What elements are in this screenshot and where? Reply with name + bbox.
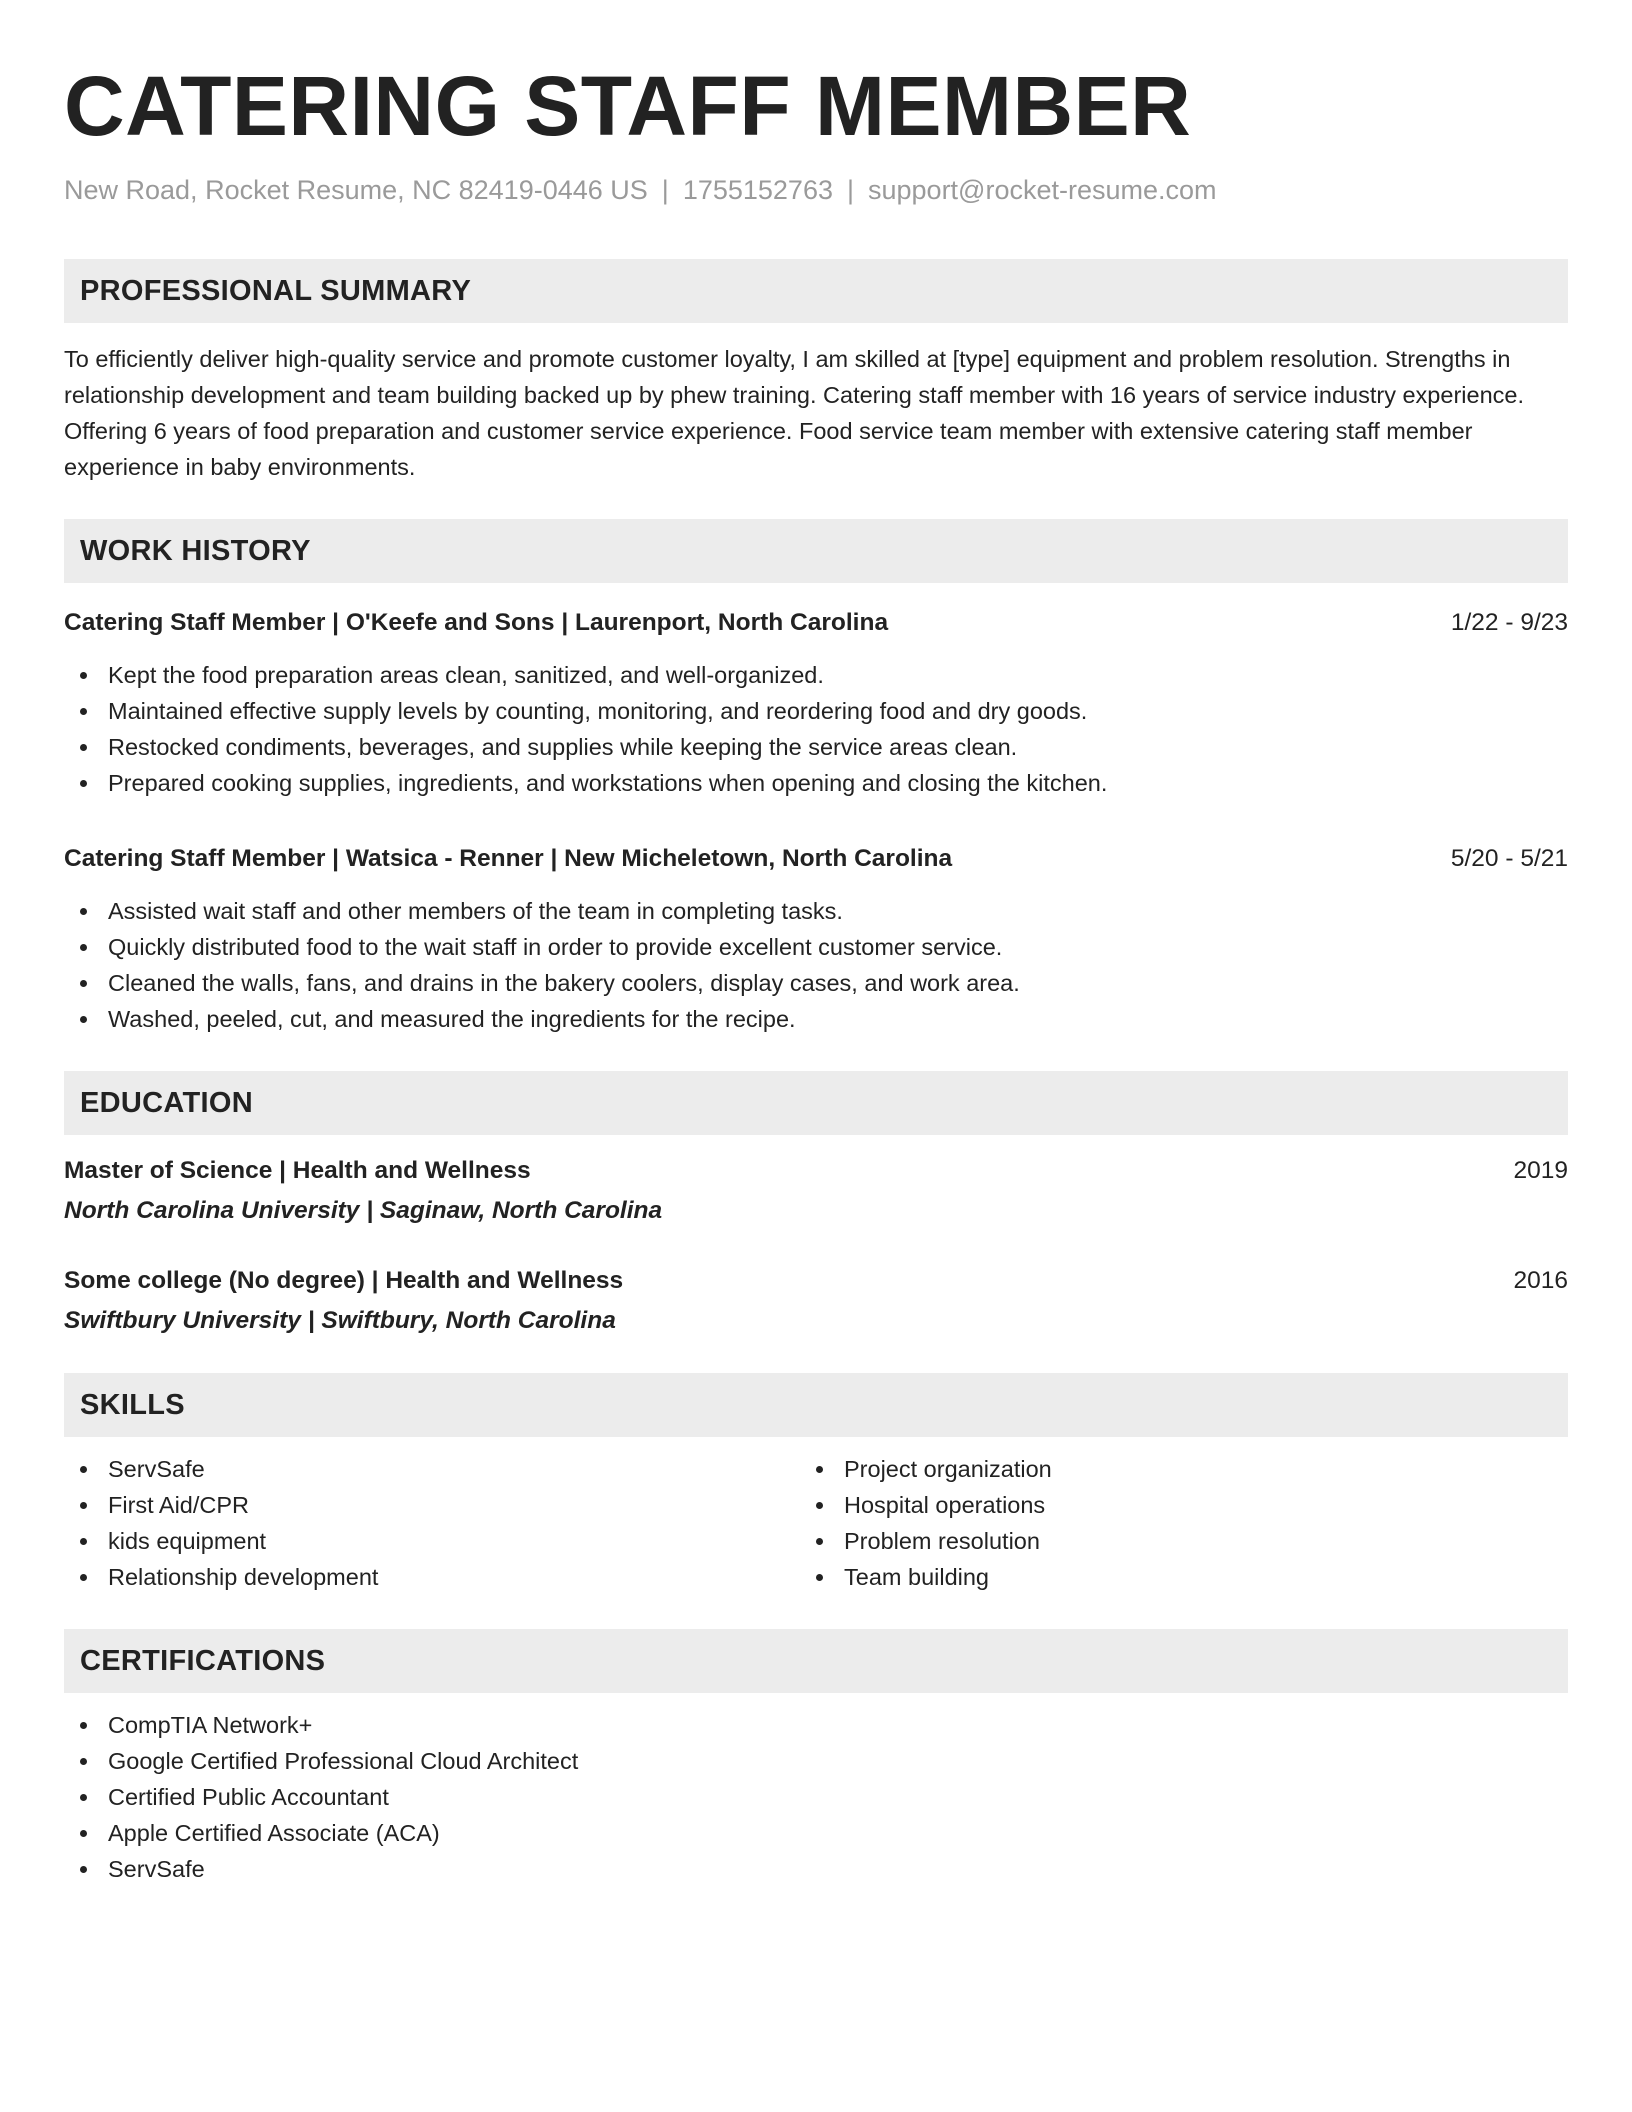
list-item: Quickly distributed food to the wait staff in order to provide excellent customer service.: [64, 929, 1568, 965]
contact-address: New Road, Rocket Resume, NC 82419-0446 US: [64, 175, 648, 205]
education-school: Swiftbury University | Swiftbury, North Carolina: [64, 1307, 616, 1334]
education-year: 2016: [1513, 1267, 1568, 1294]
contact-line: [64, 172, 1568, 208]
bullet-icon: [80, 980, 87, 987]
resume-name: CATERING STAFF MEMBER: [64, 59, 1192, 153]
section-header-work-history: WORK HISTORY: [64, 519, 1568, 583]
job-title: Catering Staff Member | Watsica - Renner | New Micheletown, North Carolina: [64, 845, 953, 872]
section-header-education: EDUCATION: [64, 1071, 1568, 1135]
contact-phone: 1755152763: [682, 175, 833, 205]
bullet-icon: [80, 1502, 87, 1509]
bullet-icon: [816, 1574, 823, 1581]
bullet-icon: [80, 672, 87, 679]
job-bullets: [64, 657, 1568, 801]
certifications-list: [64, 1707, 1568, 1887]
bullet-icon: [80, 944, 87, 951]
contact-email: support@rocket-resume.com: [868, 175, 1217, 205]
list-item: Assisted wait staff and other members of the team in completing tasks.: [64, 893, 1568, 929]
education-degree: Master of Science | Health and Wellness: [64, 1157, 531, 1184]
contact-separator: |: [661, 175, 669, 205]
bullet-icon: [80, 1016, 87, 1023]
list-item: Kept the food preparation areas clean, sanitized, and well-organized.: [64, 657, 1568, 693]
list-item: CompTIA Network+: [64, 1707, 1568, 1743]
job-bullets: [64, 893, 1568, 1037]
list-item: Maintained effective supply levels by counting, monitoring, and reordering food and dry goods.: [64, 693, 1568, 729]
job-title: Catering Staff Member | O'Keefe and Sons | Laurenport, North Carolina: [64, 609, 889, 636]
list-item: Problem resolution: [800, 1523, 1536, 1559]
bullet-icon: [80, 1466, 87, 1473]
list-item: Google Certified Professional Cloud Architect: [64, 1743, 1568, 1779]
education-degree: Some college (No degree) | Health and Wellness: [64, 1267, 624, 1294]
list-item: Washed, peeled, cut, and measured the ingredients for the recipe.: [64, 1001, 1568, 1037]
bullet-icon: [80, 780, 87, 787]
bullet-icon: [80, 1794, 87, 1801]
job-dates: 5/20 - 5/21: [1450, 845, 1568, 872]
education-entry: [64, 1263, 1568, 1339]
bullet-icon: [80, 1866, 87, 1873]
job-entry: [64, 605, 1568, 801]
list-item: ServSafe: [64, 1851, 1568, 1887]
section-header-skills: SKILLS: [64, 1373, 1568, 1437]
certifications-block: [64, 1707, 1568, 1887]
list-item: Apple Certified Associate (ACA): [64, 1815, 1568, 1851]
section-header-summary: PROFESSIONAL SUMMARY: [64, 259, 1568, 323]
bullet-icon: [80, 1758, 87, 1765]
job-dates: 1/22 - 9/23: [1450, 609, 1568, 636]
list-item: Project organization: [800, 1451, 1536, 1487]
job-entry: [64, 841, 1568, 1037]
list-item: Certified Public Accountant: [64, 1779, 1568, 1815]
bullet-icon: [816, 1502, 823, 1509]
list-item: Prepared cooking supplies, ingredients, and workstations when opening and closing the kitchen.: [64, 765, 1568, 801]
list-item: Cleaned the walls, fans, and drains in the bakery coolers, display cases, and work area.: [64, 965, 1568, 1001]
bullet-icon: [80, 1830, 87, 1837]
bullet-icon: [80, 908, 87, 915]
bullet-icon: [80, 744, 87, 751]
bullet-icon: [816, 1466, 823, 1473]
list-item: First Aid/CPR: [64, 1487, 800, 1523]
list-item: Hospital operations: [800, 1487, 1536, 1523]
summary-text: To efficiently deliver high-quality service and promote customer loyalty, I am skilled at [type] equipment and problem resolution. Strengths in relationship development and team building backed up by phew training. Catering staff member with 16 years of service industry experience. Offering 6 years of food preparation and customer service experience. Food service team member with extensive catering staff member experience in baby environments.: [64, 346, 1524, 480]
list-item: ServSafe: [64, 1451, 800, 1487]
skills-grid: [64, 1451, 1568, 1595]
list-item: Team building: [800, 1559, 1536, 1595]
bullet-icon: [80, 708, 87, 715]
list-item: kids equipment: [64, 1523, 800, 1559]
skills-column-left: [64, 1451, 800, 1595]
skills-column-right: [800, 1451, 1536, 1595]
list-item: Restocked condiments, beverages, and supplies while keeping the service areas clean.: [64, 729, 1568, 765]
bullet-icon: [816, 1538, 823, 1545]
bullet-icon: [80, 1574, 87, 1581]
section-header-certifications: CERTIFICATIONS: [64, 1629, 1568, 1693]
education-entry: [64, 1153, 1568, 1229]
education-year: 2019: [1513, 1157, 1568, 1184]
contact-separator: |: [846, 175, 854, 205]
education-school: North Carolina University | Saginaw, North Carolina: [64, 1197, 663, 1224]
bullet-icon: [80, 1722, 87, 1729]
bullet-icon: [80, 1538, 87, 1545]
list-item: Relationship development: [64, 1559, 800, 1595]
